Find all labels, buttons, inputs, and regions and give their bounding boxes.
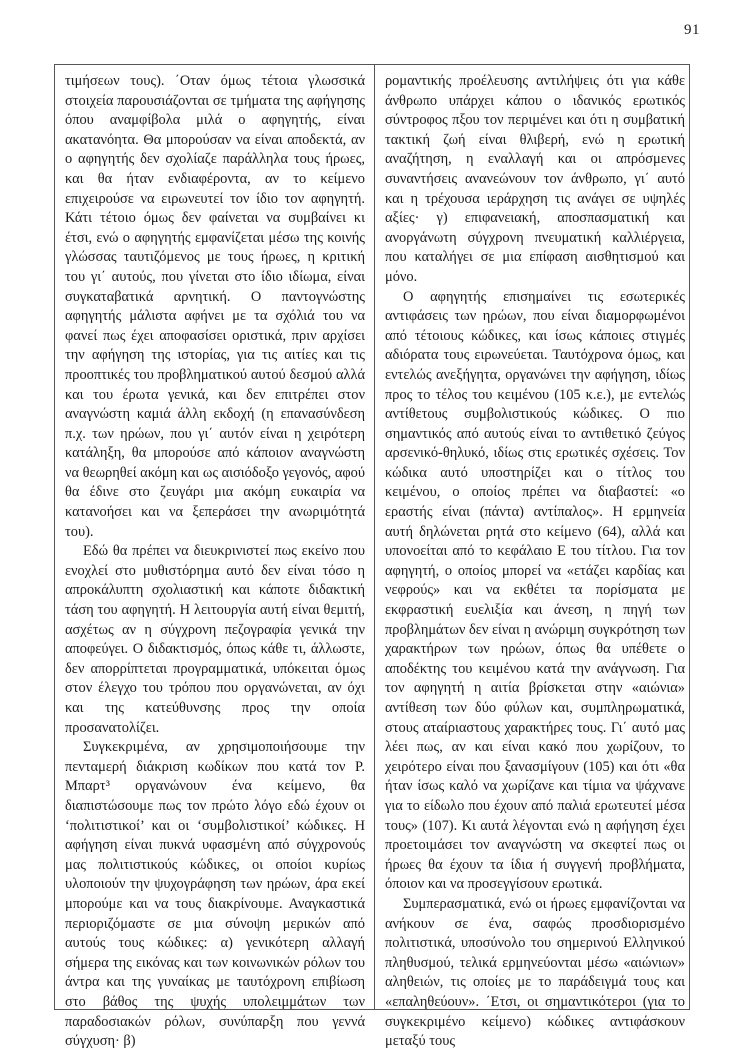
- paragraph: Εδώ θα πρέπει να διευκρινιστεί πως εκείνο που ενοχλεί στο μυθιστόρημα αυτό δεν είναι τόσο η απροκάλυπτη σχολιαστική και κάποτε διδακτική τάση του αφηγητή. Η λειτουργία αυτή είναι θεμιτή, ασχέτως αν η σύγχρονη πεζογραφία γενικά την αποφεύγει. Ο διδακτισμός, όπως κάθε τι, άλλωστε, δεν απορρίπτεται προγραμματικά, υπόκειται όμως στον έλεγχο του τρόπου που οργανώνεται, αν όχι και της κατεύθυνσης προς την οποία προσανατολίζει.: [65, 543, 365, 736]
- paragraph: ρομαντικής προέλευσης αντιλήψεις ότι για κάθε άνθρωπο υπάρχει κάπου ο ιδανικός ερωτικός σύντροφος πξου τον περιμένει και ότι η συμβατική τακτική ζωή είναι θλιβερή, ενώ η ερωτική αναζήτηση, η εναλλαγή και οι απρόσμενες συναντήσεις ανανεώνουν τον άνθρωπο, γι΄ αυτό και η τρέχουσα ιεράρχηση τις ανάγει σε υψηλές αξίες· γ) επιφανειακή, αποσπασματική και ανοργάνωτη σύγχρονη πνευματική καλλιέργεια, που καταλήγει σε μια επίφαση αισθητισμού και μόνο.: [385, 73, 685, 285]
- paragraph: Συγκεκριμένα, αν χρησιμοποιήσουμε την πενταμερή διάκριση κωδίκων που κατά τον Ρ. Μπαρτ³ οργανώνουν ένα κείμενο, θα διαπιστώσουμε πως τον πρώτο λόγο εδώ έχουν οι ‘πολιτιστικοί’ και οι ‘συμβολιστικοί’ κώδικες. Η αφήγηση είναι πυκνά υφασμένη από σύγχρονούς μας πολιτιστικούς κώδικες, οι οποίοι κυρίως υλοποιούν την ψυχογράφηση των ηρώων, άρα εκεί μπορούμε και να τους διακρίνουμε. Αναγκαστικά περιοριζόμαστε σε μια σύνοψη μερικών από αυτούς τους κώδικες: α) γενικότερη αλλαγή σήμερα της εικόνας και των κοινωνικών ρόλων του άντρα και της γυναίκας με ταυτόχρονη επιβίωση στο βάθος της ψυχής υπολειμμάτων των παραδοσιακών ρόλων, συνύπαρξη που γεννά σύγχυση· β): [65, 739, 365, 1050]
- left-column: [65, 72, 365, 1050]
- paragraph: τιμήσεων τους). ΄Οταν όμως τέτοια γλωσσικά στοιχεία παρουσιάζονται σε τμήματα της αφήγησης όπου αναμφίβολα μιλά ο αφηγητής, είναι ακατανόητα. Θα μπορούσαν να είναι αποδεκτά, αν ο αφηγητής δεν σχολίαζε παράλληλα τους ήρωες, και θα ήταν ενδιαφέροντα, αν το κείμενο επιχειρούσε να ειρωνευτεί τον ίδιο τον αφηγητή. Κάτι τέτοιο όμως δεν φαίνεται να συμβαίνει κι έτσι, ενώ ο αφηγητής εμφανίζεται μέσω της κοινής γλώσσας ταυτιζόμενος με τους ήρωες, η κριτική του γι΄ αυτούς, που γίνεται στο ίδιο ιδίωμα, είναι συγκαταβατικά αρνητική. Ο παντογνώστης αφηγητής μάλιστα αφήνει με τα σχόλιά του να φανεί πως έχει αποφασίσει οριστικά, πριν αρχίσει την αφήγηση της ιστορίας, για τις αιτίες και τις προοπτικές του προβληματικού αυτού δεσμού αλλά και του έρωτα γενικά, και δεν επιτρέπει στον αναγνώστη καμιά άλλη εκδοχή (η επανασύνδεση π.χ. των ηρώων, που γι΄ αυτόν είναι η χειρότερη κατάληξη, θα μπορούσε από κάποιον αναγνώστη να θεωρηθεί ακόμη και ως αισιόδοξο γεγονός, αφού θα έδινε στο ζευγάρι μια ακόμη ευκαιρία να κατανοήσει και να ξεπεράσει την ανωριμότητά του).: [65, 73, 365, 540]
- page-number: 91: [684, 22, 700, 38]
- right-column: [385, 72, 685, 1050]
- paragraph: Ο αφηγητής επισημαίνει τις εσωτερικές αντιφάσεις των ηρώων, που είναι διαμορφωμένοι από τέτοιους κώδικες, και ίσως κάποιες στιγμές αδιόρατα τους ειρωνεύεται. Ταυτόχρονα όμως, και εντελώς ανεξήγητα, οργανώνει την αφήγηση, ιδίως προς το τέλος του κειμένου (105 κ.ε.), με εντελώς αντίθετους συμβολιστικούς κώδικες. Ο πιο σημαντικός από αυτούς είναι το αντιθετικό ζεύγος αρσενικό-θηλυκό, ιδίως στις ερωτικές σχέσεις. Τον κώδικα αυτό υποστηρίζει και ο τίτλος του κειμένου, ο οποίος πρέπει να διαβαστεί: «ο εραστής είναι (πάντα) αντίπαλος». Η ερμηνεία αυτή δηλώνεται ρητά στο κείμενο (64), αλλά και υπονοείται από το κεφάλαιο Ε του τίτλου. Για τον αφηγητή, ο οποίος μπορεί να «ετάζει καρδίας και νεφρούς» και να εκθέτει τα πορίσματα με εκφραστική ευελιξία και άνεση, η πηγή των προβλημάτων δεν είναι η ανώριμη συγκρότηση των χαρακτήρων των ηρώων, όπως θα υπέθετε ο αποδέκτης του κειμένου κατά την ανάγνωση. Για τον αφηγητή η αιτία βρίσκεται στην «αιώνια» αντίθεση των δύο φύλων και, συμπληρωματικά, στους αταίριαστους χαρακτήρες τους. Γι΄ αυτό μας λέει πως, αν και είναι κακό που χωρίζουν, το χειρότερο είναι που ξανασμίγουν (105) και ότι «θα ήταν ίσως καλό να χωρίζανε και τίμια να ψάχνανε για το είδωλο που έχουν από παλιά ερωτευτεί μέσα τους» (107). Κι αυτά λέγονται ενώ η αφήγηση έχει προετοιμάσει τον αναγνώστη να σκεφτεί πως οι ήρωες θα έχουν τα ίδια ή συγγενή προβλήματα, όποιον και να προσεγγίσουν ερωτικά.: [385, 288, 685, 893]
- column-divider: [374, 64, 375, 1010]
- paragraph: Συμπερασματικά, ενώ οι ήρωες εμφανίζονται να ανήκουν σε ένα, σαφώς προσδιορισμένο πολιτιστικά, υποσύνολο του σημερινού Ελληνικού πληθυσμού, τελικά ερμηνεύονται μέσω «αιώνιων» αληθειών, τις οποίες με το παράδειγμά τους και «επαληθεύουν». ΄Ετσι, οι σημαντικότεροι (για το συγκεκριμένο κείμενο) κώδικες αντιφάσκουν μεταξύ τους: [385, 895, 685, 1050]
